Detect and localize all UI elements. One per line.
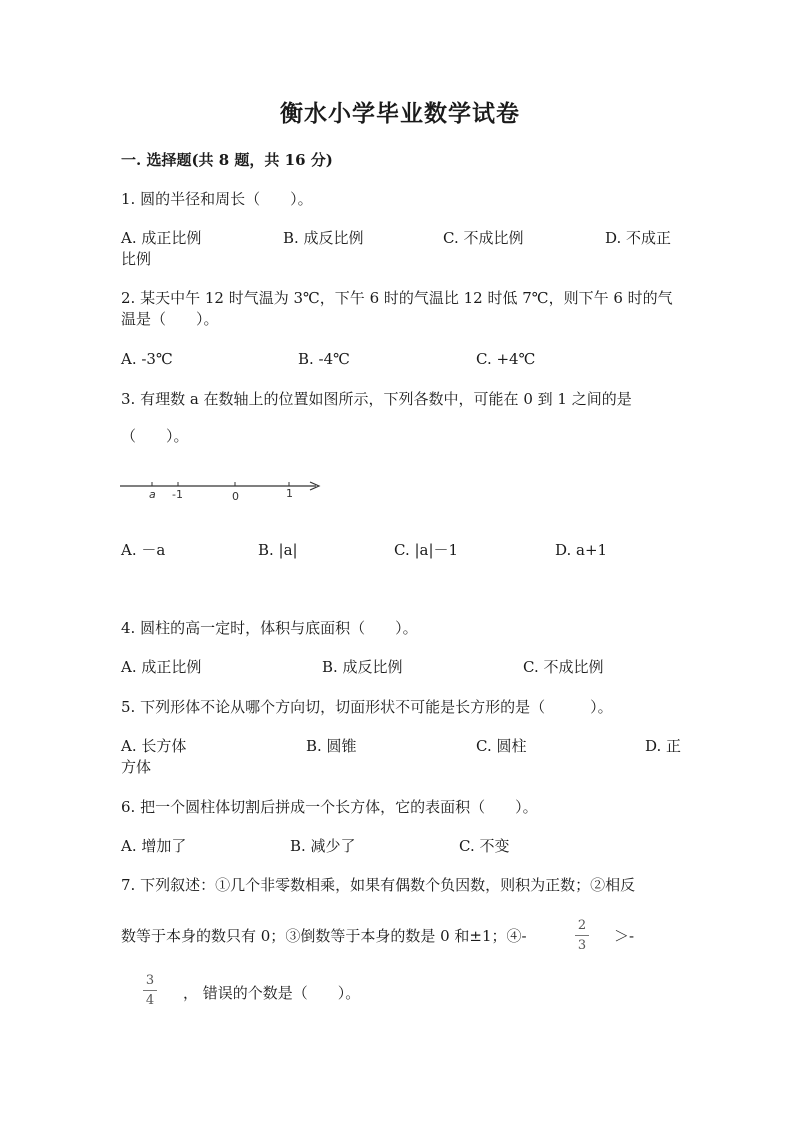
q4-option-c[interactable]: C. 不成比例	[523, 658, 604, 676]
q6-option-a[interactable]: A. 增加了	[121, 837, 187, 855]
q2-option-a[interactable]: A. -3℃	[121, 350, 173, 368]
q1-option-d-wrap: 比例	[121, 250, 152, 268]
question-7-line1: 7. 下列叙述：①几个非零数相乘，如果有偶数个负因数，则积为正数；②相反	[121, 876, 636, 894]
fraction-bar	[143, 990, 157, 991]
number-line-figure	[118, 476, 328, 504]
fraction-bar	[575, 935, 589, 936]
question-4: 4. 圆柱的高一定时，体积与底面积（ ）。	[121, 619, 418, 637]
q6-option-b[interactable]: B. 减少了	[290, 837, 356, 855]
q4-option-b[interactable]: B. 成反比例	[322, 658, 403, 676]
page-title: 衡水小学毕业数学试卷	[280, 100, 520, 127]
question-3-line1: 3. 有理数 a 在数轴上的位置如图所示，下列各数中，可能在 0 到 1 之间的是	[121, 390, 632, 408]
question-1: 1. 圆的半径和周长（ ）。	[121, 190, 313, 208]
q5-option-d[interactable]: D. 正	[645, 737, 682, 755]
q2-option-c[interactable]: C. +4℃	[476, 350, 536, 368]
section-heading: 一. 选择题(共 8 题，共 16 分)	[121, 151, 333, 169]
q3-option-c[interactable]: C. |a|－1	[394, 541, 459, 559]
fraction-two-thirds	[575, 918, 589, 953]
question-7-line3: ， 错误的个数是（ ）。	[183, 984, 361, 1002]
fraction-numerator: 3	[145, 973, 155, 988]
q5-option-a[interactable]: A. 长方体	[121, 737, 187, 755]
question-5: 5. 下列形体不论从哪个方向切，切面形状不可能是长方形的是（ ）。	[121, 698, 613, 716]
question-2-line2: 温是（ ）。	[121, 310, 219, 328]
q1-option-c[interactable]: C. 不成比例	[443, 229, 524, 247]
question-6: 6. 把一个圆柱体切割后拼成一个长方体，它的表面积（ ）。	[121, 798, 538, 816]
q1-option-b[interactable]: B. 成反比例	[283, 229, 364, 247]
q5-option-c[interactable]: C. 圆柱	[476, 737, 527, 755]
q1-option-d[interactable]: D. 不成正	[605, 229, 672, 247]
axis-label-0: 0	[232, 490, 239, 503]
axis-label-1: 1	[286, 487, 293, 500]
fraction-numerator: 2	[577, 918, 587, 933]
question-3-line2: （ ）。	[121, 427, 189, 445]
q2-option-b[interactable]: B. -4℃	[298, 350, 350, 368]
q3-option-b[interactable]: B. |a|	[258, 541, 298, 559]
q6-option-c[interactable]: C. 不变	[459, 837, 510, 855]
axis-label-neg1: -1	[172, 488, 183, 501]
question-2-line1: 2. 某天中午 12 时气温为 3℃，下午 6 时的气温比 12 时低 7℃，则下午 6 时的气	[121, 289, 673, 307]
q5-option-d-wrap: 方体	[121, 758, 152, 776]
q1-option-a[interactable]: A. 成正比例	[121, 229, 202, 247]
greater-than-minus: ＞-	[614, 927, 635, 945]
fraction-denominator: 3	[577, 938, 587, 953]
axis-label-a: a	[149, 488, 156, 501]
q3-option-d[interactable]: D. a+1	[555, 541, 608, 559]
q5-option-b[interactable]: B. 圆锥	[306, 737, 357, 755]
fraction-three-quarters	[143, 973, 157, 1008]
q3-option-a[interactable]: A. －a	[121, 541, 166, 559]
question-7-line2: 数等于本身的数只有 0；③倒数等于本身的数是 0 和±1；④-	[121, 927, 527, 945]
fraction-denominator: 4	[145, 993, 155, 1008]
q4-option-a[interactable]: A. 成正比例	[121, 658, 202, 676]
